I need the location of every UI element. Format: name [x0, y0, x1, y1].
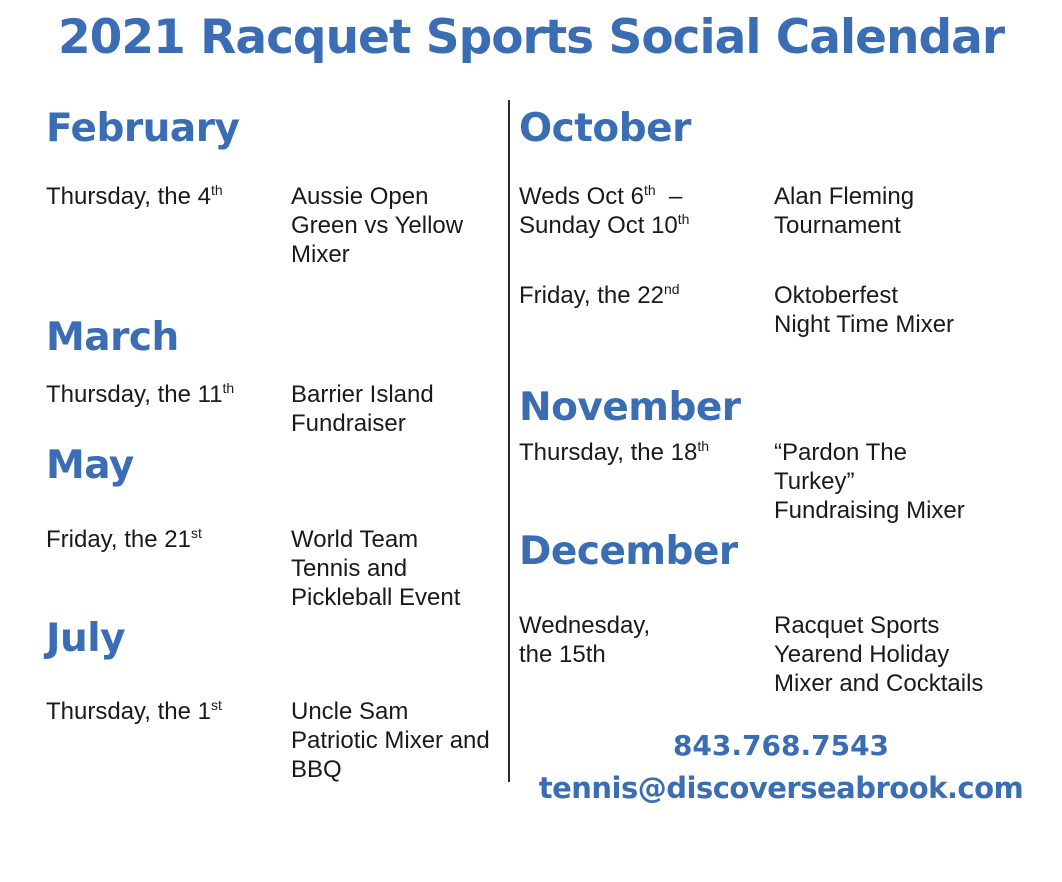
event-description-may: World Team Tennis and Pickleball Event — [291, 526, 461, 611]
event-description-december: Racquet Sports Yearend Holiday Mixer and Cocktails — [774, 612, 984, 697]
event-description-october-2: Oktoberfest Night Time Mixer — [774, 282, 955, 338]
event-description-march: Barrier Island Fundraiser — [291, 381, 434, 437]
event-date-november: Thursday, the 18th — [519, 438, 710, 466]
event-description-november: “Pardon The Turkey” Fundraising Mixer — [774, 439, 965, 524]
event-date-october-1: Weds Oct 6th – Sunday Oct 10th — [519, 182, 690, 239]
month-heading-february: February — [46, 106, 240, 151]
event-description-july: Uncle Sam Patriotic Mixer and BBQ — [291, 698, 490, 783]
event-date-february: Thursday, the 4th — [46, 182, 223, 210]
month-heading-october: October — [519, 106, 691, 151]
event-date-december: Wednesday, the 15th — [519, 612, 651, 668]
month-heading-november: November — [519, 385, 741, 430]
month-heading-july: July — [46, 616, 126, 661]
month-heading-march: March — [46, 315, 179, 360]
event-date-march: Thursday, the 11th — [46, 380, 235, 408]
event-date-july: Thursday, the 1st — [46, 697, 222, 725]
event-description-october-1: Alan Fleming Tournament — [774, 183, 915, 239]
event-date-may: Friday, the 21st — [46, 525, 202, 553]
page-title: 2021 Racquet Sports Social Calendar — [57, 10, 1004, 65]
event-date-october-2: Friday, the 22nd — [519, 281, 680, 309]
column-divider — [508, 100, 510, 782]
event-description-february: Aussie Open Green vs Yellow Mixer — [291, 183, 464, 268]
contact-phone: 843.768.7543 — [672, 729, 890, 762]
contact-email: tennis@discoverseabrook.com — [538, 771, 1024, 805]
month-heading-december: December — [519, 529, 738, 574]
month-heading-may: May — [46, 443, 134, 488]
